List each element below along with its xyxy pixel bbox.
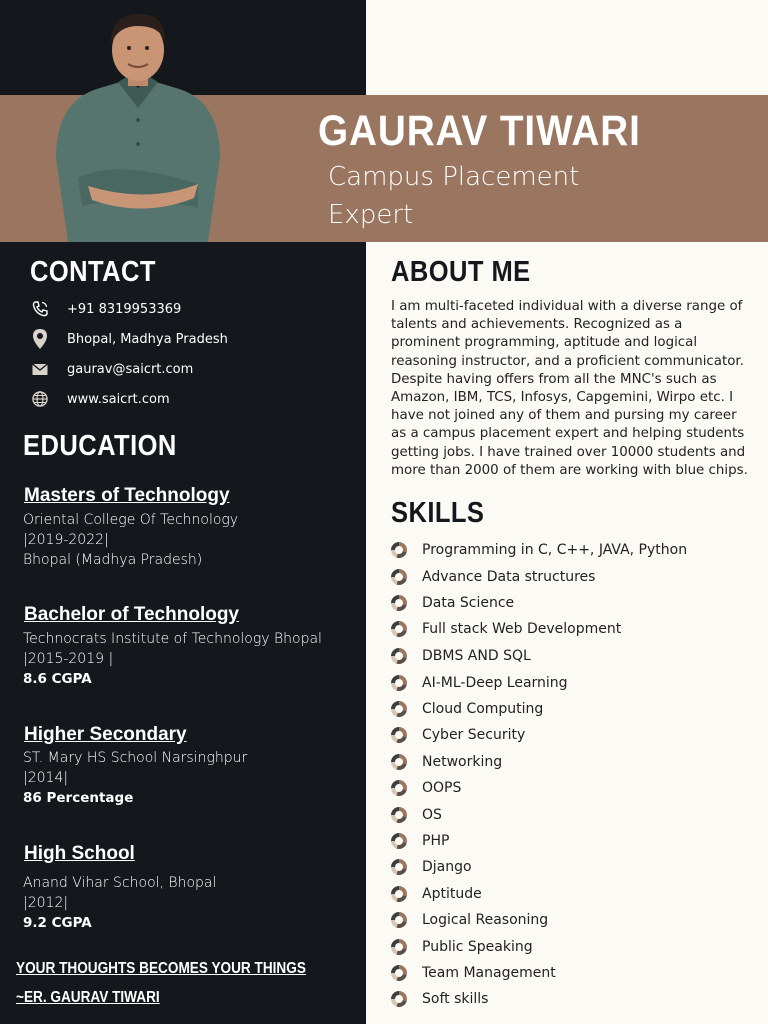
about-heading: ABOUT ME [391, 256, 531, 288]
skill-bullet-icon [391, 965, 407, 981]
edu-years-3: |2014| [23, 770, 69, 786]
skill-item: Networking [391, 752, 407, 772]
person-name: GAURAV TIWARI [318, 107, 641, 155]
phone-icon [30, 299, 50, 319]
email-link[interactable]: gaurav@saicrt.com [67, 361, 194, 377]
edu-school-4: Anand Vihar School, Bhopal [23, 875, 217, 891]
skill-item: Soft skills [391, 989, 407, 1009]
skill-item: Public Speaking [391, 937, 407, 957]
skill-bullet-icon [391, 648, 407, 664]
skill-item: Full stack Web Development [391, 619, 407, 639]
skill-item: Logical Reasoning [391, 910, 407, 930]
contact-phone [30, 298, 182, 320]
about-text: I am multi-faceted individual with a diverse range of talents and achievements. Recognized as a prominent programming, aptitude and logical reasoning instructor, and a proficient communicator. Despite having offers from all the MNC's such as Amazon, IBM, TCS, Infosys, Capgemini, Wirpo etc. I have not joined any of them and pursing my career as a campus placement expert and helping students getting jobs. I have trained over 10000 students and more than 2000 of them are working with blue chips. [391, 299, 748, 478]
skill-bullet-icon [391, 621, 407, 637]
edu-extra-3: 86 Percentage [23, 790, 134, 806]
skill-item: Team Management [391, 963, 407, 983]
contact-email[interactable] [30, 358, 194, 380]
globe-icon [30, 389, 50, 409]
skill-bullet-icon [391, 701, 407, 717]
edu-school-3: ST. Mary HS School Narsinghpur [23, 750, 248, 766]
skill-item: OOPS [391, 778, 407, 798]
skill-bullet-icon [391, 912, 407, 928]
email-icon [30, 359, 50, 379]
edu-school-2: Technocrats Institute of Technology Bhopal [23, 631, 322, 647]
skill-bullet-icon [391, 886, 407, 902]
skill-item: DBMS AND SQL [391, 646, 407, 666]
edu-years-4: |2012| [23, 895, 69, 911]
contact-location [30, 328, 228, 350]
title-line-1: Campus Placement [328, 162, 580, 192]
edu-years-2: |2015-2019 | [23, 651, 114, 667]
skill-item: Cyber Security [391, 725, 407, 745]
edu-degree-1: Masters of Technology [24, 485, 230, 506]
location-pin-icon [30, 329, 50, 349]
skill-item: OS [391, 805, 407, 825]
skill-item: Advance Data structures [391, 567, 407, 587]
profile-photo [48, 8, 228, 242]
edu-extra-1: Bhopal (Madhya Pradesh) [23, 552, 203, 568]
skill-bullet-icon [391, 833, 407, 849]
edu-degree-4: High School [24, 843, 135, 864]
skill-bullet-icon [391, 754, 407, 770]
skill-bullet-icon [391, 727, 407, 743]
edu-extra-4: 9.2 CGPA [23, 915, 92, 931]
skill-bullet-icon [391, 569, 407, 585]
skill-bullet-icon [391, 939, 407, 955]
skills-heading: SKILLS [391, 497, 485, 529]
skill-bullet-icon [391, 991, 407, 1007]
edu-degree-2: Bachelor of Technology [24, 604, 240, 625]
title-line-2: Expert [328, 200, 414, 230]
phone-text: +91 8319953369 [67, 301, 182, 317]
skill-item: Aptitude [391, 884, 407, 904]
location-text: Bhopal, Madhya Pradesh [67, 331, 228, 347]
skill-bullet-icon [391, 807, 407, 823]
skill-bullet-icon [391, 542, 407, 558]
edu-years-1: |2019-2022| [23, 532, 109, 548]
skill-item: Data Science [391, 593, 407, 613]
edu-extra-2: 8.6 CGPA [23, 671, 92, 687]
skill-item: Cloud Computing [391, 699, 407, 719]
education-heading: EDUCATION [23, 430, 177, 462]
skill-item: PHP [391, 831, 407, 851]
quote-line-2: ~ER. GAURAV TIWARI [16, 989, 160, 1006]
skill-item: Programming in C, C++, JAVA, Python [391, 540, 407, 560]
skill-item: AI-ML-Deep Learning [391, 673, 407, 693]
skill-bullet-icon [391, 675, 407, 691]
skill-bullet-icon [391, 780, 407, 796]
contact-heading: CONTACT [30, 256, 156, 288]
person-title [328, 158, 628, 234]
website-link[interactable]: www.saicrt.com [67, 391, 170, 407]
skill-bullet-icon [391, 595, 407, 611]
skill-item: Django [391, 857, 407, 877]
edu-school-1: Oriental College Of Technology [23, 512, 239, 528]
contact-website[interactable] [30, 388, 170, 410]
quote-line-1: YOUR THOUGHTS BECOMES YOUR THINGS [16, 960, 306, 977]
edu-degree-3: Higher Secondary [24, 724, 187, 745]
skill-bullet-icon [391, 859, 407, 875]
